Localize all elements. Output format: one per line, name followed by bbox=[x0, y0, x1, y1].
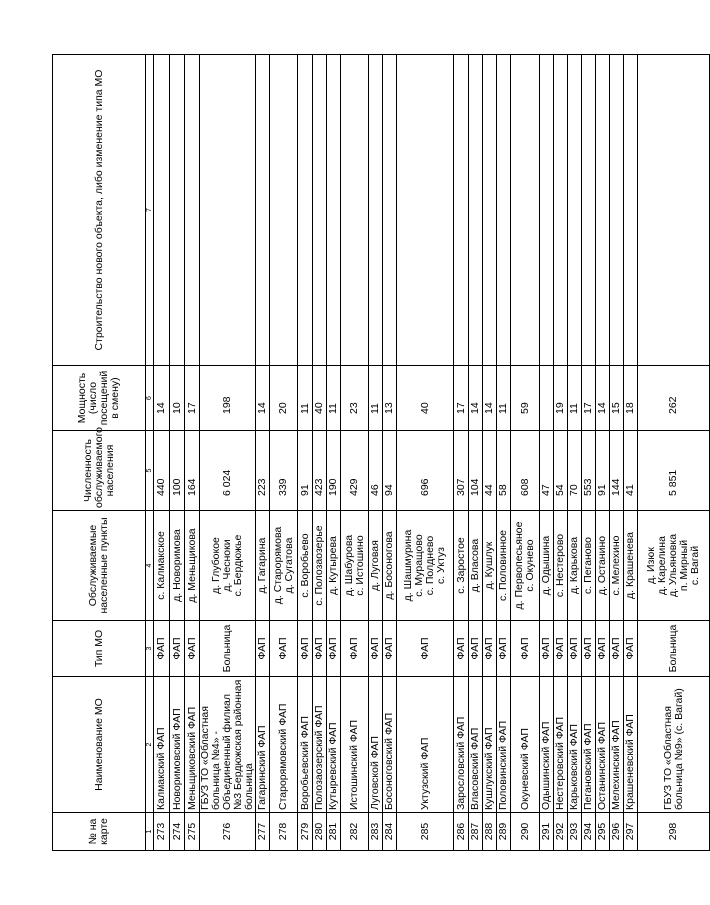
cell-population: 553 bbox=[582, 431, 596, 511]
cell-type: ФАП bbox=[327, 621, 341, 677]
column-number-row bbox=[146, 55, 154, 851]
cell-type: ФАП bbox=[610, 621, 624, 677]
cell-no: 288 bbox=[483, 813, 497, 851]
cell-construction bbox=[596, 55, 610, 366]
cell-type: Больница bbox=[200, 621, 256, 677]
cell-points bbox=[298, 511, 313, 621]
settlement-name: д. Старорямова bbox=[271, 526, 284, 605]
settlement-name: д. Шабурова bbox=[342, 534, 355, 597]
cell-no: 279 bbox=[298, 813, 313, 851]
settlement-name: д. Шашмурина bbox=[402, 529, 414, 602]
cell-name: Пегановский ФАП bbox=[582, 677, 596, 813]
cell-no: 274 bbox=[170, 813, 185, 851]
table-row bbox=[397, 55, 454, 851]
cell-construction bbox=[313, 55, 327, 366]
cell-construction bbox=[270, 55, 298, 366]
header-no: № на карте bbox=[53, 813, 146, 851]
cell-capacity: 19 bbox=[554, 366, 568, 431]
cell-name: ГБУЗ ТО «Областная больница №4» - Объединенный филиал №3 Бердюжская районная больница bbox=[200, 677, 256, 813]
cell-capacity: 15 bbox=[610, 366, 624, 431]
cell-name: Босоноговский ФАП bbox=[383, 677, 397, 813]
settlement-name: с. Воробьево bbox=[298, 533, 311, 598]
cell-capacity: 198 bbox=[200, 366, 256, 431]
cell-no: 281 bbox=[327, 813, 341, 851]
settlement-name: с. Нестерово bbox=[554, 533, 566, 598]
settlement-name: с. Калмакское bbox=[155, 531, 167, 600]
settlement-name: д. Ульяновка bbox=[667, 533, 679, 598]
settlement-name: с. Истошино bbox=[353, 535, 366, 596]
cell-population: 440 bbox=[154, 431, 170, 511]
cell-construction bbox=[483, 55, 497, 366]
cell-no: 292 bbox=[554, 813, 568, 851]
cell-capacity: 11 bbox=[298, 366, 313, 431]
settlement-name: с. Вагай bbox=[689, 545, 701, 586]
cell-no: 277 bbox=[256, 813, 270, 851]
cell-points bbox=[383, 511, 397, 621]
cell-population: 5 851 bbox=[638, 431, 710, 511]
cell-type: ФАП bbox=[383, 621, 397, 677]
cell-population: 91 bbox=[596, 431, 610, 511]
cell-population: 6 024 bbox=[200, 431, 256, 511]
cell-population: 54 bbox=[554, 431, 568, 511]
table-row bbox=[568, 55, 582, 851]
cell-name: Карьковский ФАП bbox=[568, 677, 582, 813]
table-row bbox=[313, 55, 327, 851]
settlement-name: д. Чеснoки bbox=[221, 539, 233, 592]
cell-name: Кушлукский ФАП bbox=[483, 677, 497, 813]
settlement-name: д. Кушлук bbox=[483, 541, 495, 590]
cell-points bbox=[454, 511, 469, 621]
header-population: Численность обслуживаемого населения bbox=[53, 431, 146, 511]
cell-construction bbox=[582, 55, 596, 366]
cell-points bbox=[185, 511, 200, 621]
cell-population: 46 bbox=[369, 431, 383, 511]
cell-capacity bbox=[540, 366, 554, 431]
cell-construction bbox=[540, 55, 554, 366]
column-number: 1 bbox=[146, 813, 154, 851]
cell-type: ФАП bbox=[313, 621, 327, 677]
cell-name: ГБУЗ ТО «Областная больница №9» (с. Вагай) bbox=[638, 677, 710, 813]
settlement-name: с. Пеганово bbox=[582, 537, 594, 594]
settlement-name: с. Заростое bbox=[454, 537, 467, 594]
cell-name: Половинский ФАП bbox=[497, 677, 511, 813]
cell-type: ФАП bbox=[454, 621, 469, 677]
settlement-name: с. Бердюжье bbox=[232, 534, 244, 597]
cell-population: 164 bbox=[185, 431, 200, 511]
table-row bbox=[383, 55, 397, 851]
cell-capacity: 11 bbox=[369, 366, 383, 431]
column-number: 2 bbox=[146, 677, 154, 813]
column-number: 5 bbox=[146, 431, 154, 511]
column-number: 7 bbox=[146, 55, 154, 366]
cell-points bbox=[596, 511, 610, 621]
cell-construction bbox=[298, 55, 313, 366]
medical-organizations-table bbox=[52, 54, 710, 851]
cell-capacity: 14 bbox=[256, 366, 270, 431]
rotated-table-sheet bbox=[52, 55, 701, 851]
cell-population: 47 bbox=[540, 431, 554, 511]
header-capacity: Мощность (число посещений в смену) bbox=[53, 366, 146, 431]
cell-population: 307 bbox=[454, 431, 469, 511]
cell-capacity: 11 bbox=[568, 366, 582, 431]
settlement-name: д. Луговая bbox=[369, 540, 381, 591]
cell-capacity: 40 bbox=[397, 366, 454, 431]
cell-points bbox=[624, 511, 638, 621]
settlement-name: д. Карькова bbox=[568, 536, 580, 595]
cell-construction bbox=[170, 55, 185, 366]
settlement-name: д. Сугатова bbox=[282, 537, 295, 594]
cell-type: ФАП bbox=[483, 621, 497, 677]
cell-population: 429 bbox=[341, 431, 369, 511]
settlement-name: с. Уктуз bbox=[435, 547, 447, 584]
cell-no: 283 bbox=[369, 813, 383, 851]
cell-points bbox=[483, 511, 497, 621]
cell-construction bbox=[568, 55, 582, 366]
cell-name: Уктузский ФАП bbox=[397, 677, 454, 813]
cell-construction bbox=[327, 55, 341, 366]
cell-name: Крашеневский ФАП bbox=[624, 677, 638, 813]
cell-construction bbox=[256, 55, 270, 366]
cell-type: ФАП bbox=[369, 621, 383, 677]
cell-type: ФАП bbox=[185, 621, 200, 677]
cell-capacity: 14 bbox=[469, 366, 483, 431]
cell-construction bbox=[200, 55, 256, 366]
cell-capacity: 17 bbox=[454, 366, 469, 431]
cell-population: 41 bbox=[624, 431, 638, 511]
cell-type: ФАП bbox=[511, 621, 540, 677]
cell-name: Калмакский ФАП bbox=[154, 677, 170, 813]
cell-population: 44 bbox=[483, 431, 497, 511]
cell-name: Воробьевский ФАП bbox=[298, 677, 313, 813]
cell-no: 273 bbox=[154, 813, 170, 851]
cell-population: 94 bbox=[383, 431, 397, 511]
cell-capacity: 17 bbox=[185, 366, 200, 431]
table-row bbox=[454, 55, 469, 851]
cell-construction bbox=[369, 55, 383, 366]
cell-type: ФАП bbox=[540, 621, 554, 677]
cell-population: 104 bbox=[469, 431, 483, 511]
cell-no: 276 bbox=[200, 813, 256, 851]
table-row bbox=[469, 55, 483, 851]
cell-name: Одышинский ФАП bbox=[540, 677, 554, 813]
table-row bbox=[497, 55, 511, 851]
cell-capacity: 14 bbox=[596, 366, 610, 431]
table-row bbox=[638, 55, 710, 851]
settlement-name: д. Кутырева bbox=[327, 536, 339, 595]
cell-no: 298 bbox=[638, 813, 710, 851]
cell-name: Окуневский ФАП bbox=[511, 677, 540, 813]
table-row bbox=[170, 55, 185, 851]
cell-type: ФАП bbox=[568, 621, 582, 677]
cell-type: ФАП bbox=[270, 621, 298, 677]
settlement-name: д. Останино bbox=[596, 535, 608, 596]
cell-construction bbox=[469, 55, 483, 366]
settlement-name: д. Одышина bbox=[540, 535, 552, 596]
cell-capacity: 10 bbox=[170, 366, 185, 431]
cell-no: 293 bbox=[568, 813, 582, 851]
table-row bbox=[483, 55, 497, 851]
cell-name: Истошинский ФАП bbox=[341, 677, 369, 813]
table-row bbox=[341, 55, 369, 851]
cell-no: 295 bbox=[596, 813, 610, 851]
table-body bbox=[154, 55, 710, 851]
cell-no: 289 bbox=[497, 813, 511, 851]
cell-points bbox=[369, 511, 383, 621]
cell-points bbox=[313, 511, 327, 621]
settlement-name: с. Муращово bbox=[413, 534, 425, 597]
cell-name: Мелехинский ФАП bbox=[610, 677, 624, 813]
cell-capacity: 11 bbox=[497, 366, 511, 431]
settlement-name: с. Окунево bbox=[524, 539, 536, 592]
table-row bbox=[327, 55, 341, 851]
cell-population: 144 bbox=[610, 431, 624, 511]
cell-type: ФАП bbox=[341, 621, 369, 677]
cell-name: Останинский ФАП bbox=[596, 677, 610, 813]
cell-points bbox=[582, 511, 596, 621]
cell-population: 100 bbox=[170, 431, 185, 511]
settlement-name: д. Первопесьяное bbox=[513, 521, 525, 610]
cell-points bbox=[154, 511, 170, 621]
cell-capacity: 14 bbox=[154, 366, 170, 431]
cell-points bbox=[170, 511, 185, 621]
cell-population: 70 bbox=[568, 431, 582, 511]
cell-type: ФАП bbox=[596, 621, 610, 677]
table-row bbox=[610, 55, 624, 851]
settlement-name: с. Половинное bbox=[497, 529, 509, 602]
column-number: 4 bbox=[146, 511, 154, 621]
cell-type: ФАП bbox=[298, 621, 313, 677]
cell-type: Больница bbox=[638, 621, 710, 677]
cell-no: 275 bbox=[185, 813, 200, 851]
cell-type: ФАП bbox=[554, 621, 568, 677]
table-row bbox=[540, 55, 554, 851]
cell-points bbox=[397, 511, 454, 621]
cell-construction bbox=[383, 55, 397, 366]
header-row bbox=[53, 55, 146, 851]
cell-population: 608 bbox=[511, 431, 540, 511]
cell-type: ФАП bbox=[397, 621, 454, 677]
cell-points bbox=[469, 511, 483, 621]
cell-name: Полозаозерский ФАП bbox=[313, 677, 327, 813]
cell-name: Новоримовский ФАП bbox=[170, 677, 185, 813]
cell-population: 339 bbox=[270, 431, 298, 511]
settlement-name: с. Полднево bbox=[424, 535, 436, 596]
cell-name: Гагаринский ФАП bbox=[256, 677, 270, 813]
cell-name: Зарословский ФАП bbox=[454, 677, 469, 813]
cell-points bbox=[511, 511, 540, 621]
column-number: 6 bbox=[146, 366, 154, 431]
cell-capacity: 40 bbox=[313, 366, 327, 431]
cell-construction bbox=[454, 55, 469, 366]
cell-capacity: 20 bbox=[270, 366, 298, 431]
cell-no: 294 bbox=[582, 813, 596, 851]
cell-capacity: 11 bbox=[327, 366, 341, 431]
table-row bbox=[298, 55, 313, 851]
settlement-name: д. Карелина bbox=[656, 536, 668, 595]
cell-type: ФАП bbox=[497, 621, 511, 677]
cell-no: 284 bbox=[383, 813, 397, 851]
header-points: Обслуживаемые населенные пункты bbox=[53, 511, 146, 621]
table-row bbox=[270, 55, 298, 851]
table-row bbox=[511, 55, 540, 851]
table-row bbox=[596, 55, 610, 851]
cell-type: ФАП bbox=[582, 621, 596, 677]
settlement-name: д. Новоримова bbox=[170, 529, 183, 602]
cell-points bbox=[540, 511, 554, 621]
cell-construction bbox=[154, 55, 170, 366]
cell-name: Старорямовский ФАП bbox=[270, 677, 298, 813]
cell-population: 58 bbox=[497, 431, 511, 511]
cell-points bbox=[270, 511, 298, 621]
cell-no: 286 bbox=[454, 813, 469, 851]
settlement-name: с. Полозаозерье bbox=[313, 525, 325, 606]
cell-population: 423 bbox=[313, 431, 327, 511]
cell-no: 297 bbox=[624, 813, 638, 851]
cell-points bbox=[638, 511, 710, 621]
table-row bbox=[582, 55, 596, 851]
table-row bbox=[369, 55, 383, 851]
cell-no: 296 bbox=[610, 813, 624, 851]
settlement-name: д. Крашенева bbox=[624, 532, 636, 599]
cell-capacity: 13 bbox=[383, 366, 397, 431]
cell-capacity: 23 bbox=[341, 366, 369, 431]
table-row bbox=[185, 55, 200, 851]
cell-no: 282 bbox=[341, 813, 369, 851]
cell-construction bbox=[341, 55, 369, 366]
header-name: Наименование МО bbox=[53, 677, 146, 813]
table-row bbox=[554, 55, 568, 851]
cell-points bbox=[497, 511, 511, 621]
cell-type: ФАП bbox=[256, 621, 270, 677]
cell-no: 290 bbox=[511, 813, 540, 851]
cell-no: 280 bbox=[313, 813, 327, 851]
cell-name: Власовский ФАП bbox=[469, 677, 483, 813]
cell-points bbox=[200, 511, 256, 621]
settlement-name: д. Гагарина bbox=[256, 537, 268, 594]
cell-construction bbox=[497, 55, 511, 366]
cell-name: Кутыревский ФАП bbox=[327, 677, 341, 813]
table-row bbox=[624, 55, 638, 851]
cell-no: 287 bbox=[469, 813, 483, 851]
cell-construction bbox=[624, 55, 638, 366]
cell-name: Луговской ФАП bbox=[369, 677, 383, 813]
settlement-name: д. Власова bbox=[469, 538, 481, 593]
cell-points bbox=[256, 511, 270, 621]
settlement-name: д. Меньщикова bbox=[185, 528, 198, 603]
cell-capacity: 18 bbox=[624, 366, 638, 431]
cell-no: 285 bbox=[397, 813, 454, 851]
cell-no: 278 bbox=[270, 813, 298, 851]
cell-points bbox=[568, 511, 582, 621]
cell-type: ФАП bbox=[624, 621, 638, 677]
cell-construction bbox=[185, 55, 200, 366]
table-row bbox=[200, 55, 256, 851]
settlement-name: п. Мирный bbox=[678, 539, 690, 592]
cell-capacity: 14 bbox=[483, 366, 497, 431]
cell-population: 696 bbox=[397, 431, 454, 511]
cell-type: ФАП bbox=[170, 621, 185, 677]
cell-points bbox=[327, 511, 341, 621]
cell-capacity: 59 bbox=[511, 366, 540, 431]
cell-type: ФАП bbox=[469, 621, 483, 677]
cell-capacity: 17 bbox=[582, 366, 596, 431]
header-type: Тип МО bbox=[53, 621, 146, 677]
cell-points bbox=[341, 511, 369, 621]
cell-name: Меньщиковский ФАП bbox=[185, 677, 200, 813]
cell-construction bbox=[554, 55, 568, 366]
header-construction: Строительство нового объекта, либо изменение типа МО bbox=[53, 55, 146, 366]
cell-capacity: 262 bbox=[638, 366, 710, 431]
cell-population: 91 bbox=[298, 431, 313, 511]
settlement-name: с. Мелехино bbox=[610, 535, 622, 596]
cell-points bbox=[610, 511, 624, 621]
cell-construction bbox=[397, 55, 454, 366]
cell-type: ФАП bbox=[154, 621, 170, 677]
table-row bbox=[154, 55, 170, 851]
table-row bbox=[256, 55, 270, 851]
cell-name: Нестеровский ФАП bbox=[554, 677, 568, 813]
cell-points bbox=[554, 511, 568, 621]
cell-no: 291 bbox=[540, 813, 554, 851]
column-number: 3 bbox=[146, 621, 154, 677]
settlement-name: д. Изюк bbox=[645, 547, 657, 584]
settlement-name: д. Глубокое bbox=[210, 537, 222, 594]
settlement-name: д. Босоногова bbox=[383, 531, 395, 600]
cell-population: 223 bbox=[256, 431, 270, 511]
cell-population: 190 bbox=[327, 431, 341, 511]
cell-construction bbox=[610, 55, 624, 366]
cell-construction bbox=[638, 55, 710, 366]
cell-construction bbox=[511, 55, 540, 366]
